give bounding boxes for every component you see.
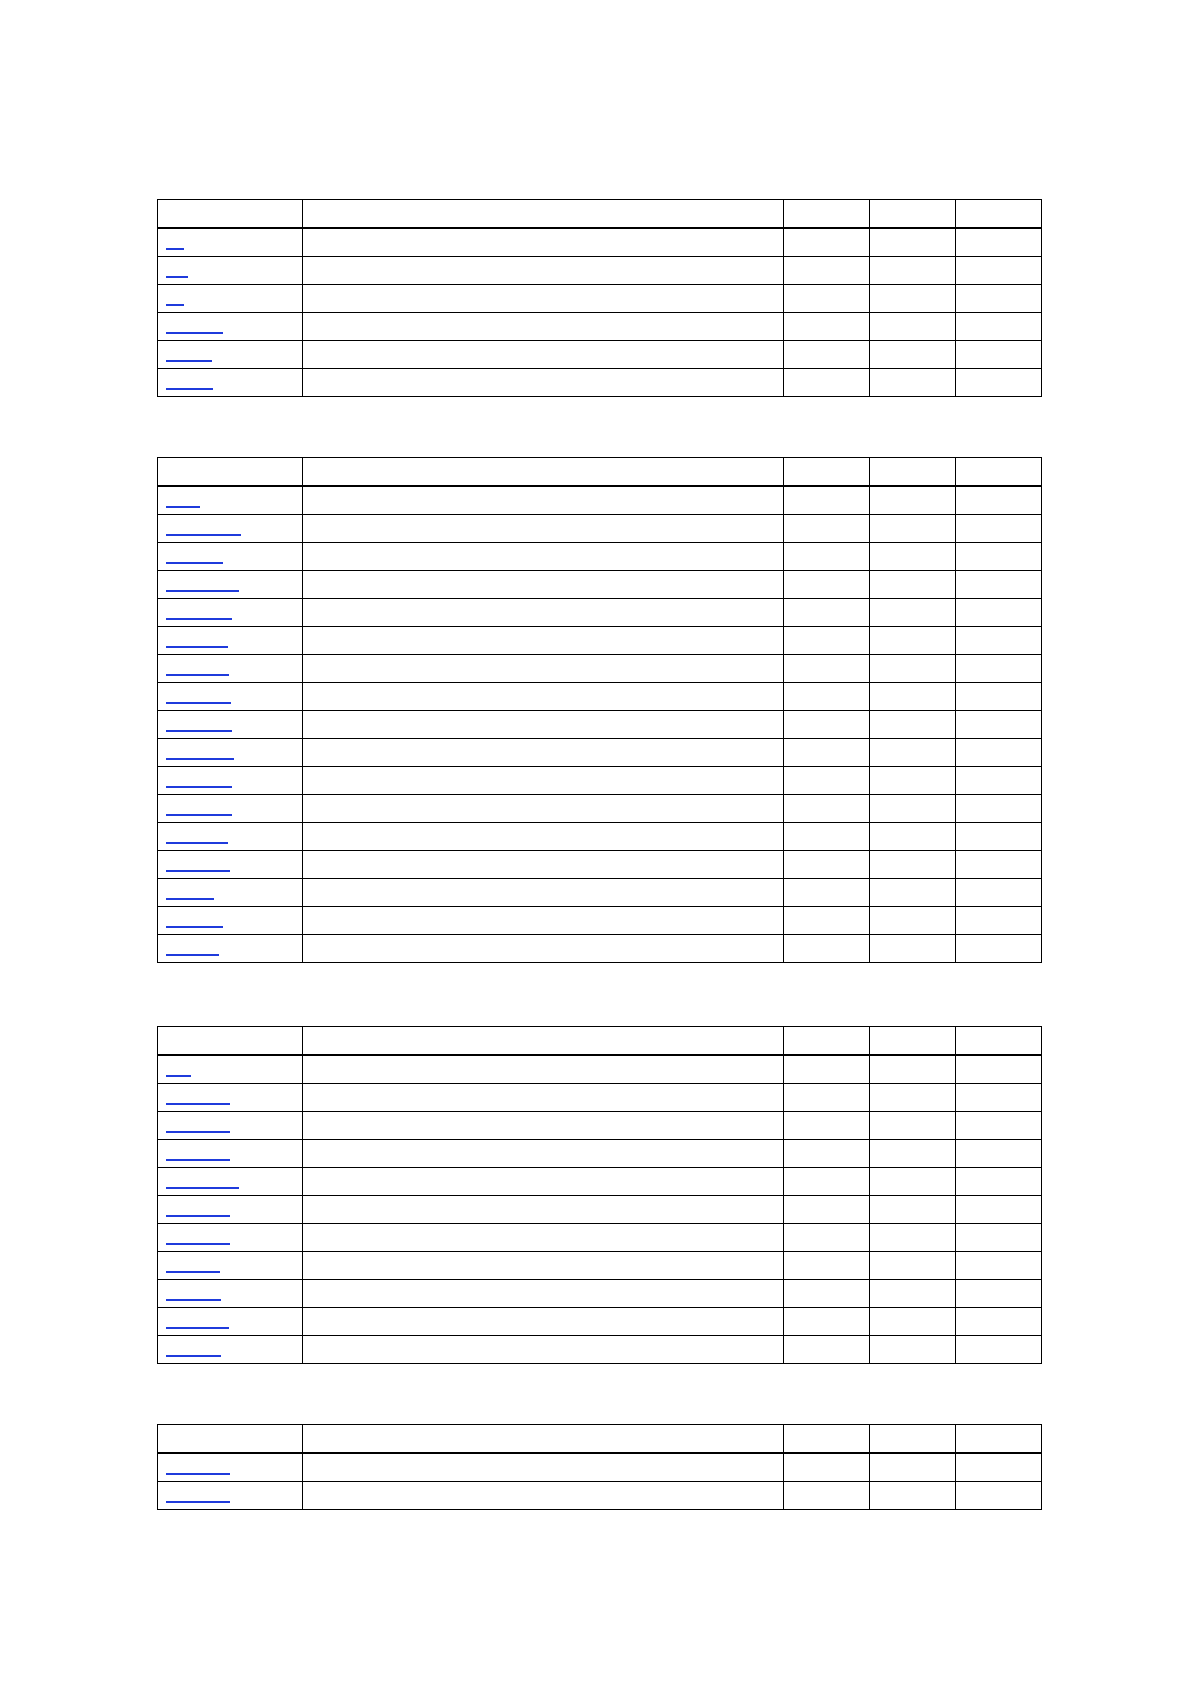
table-row <box>158 1196 1042 1224</box>
data-cell <box>784 1453 870 1482</box>
data-cell <box>956 1224 1042 1252</box>
row-link[interactable] <box>166 618 232 620</box>
row-link[interactable] <box>166 506 200 508</box>
table-row <box>158 1280 1042 1308</box>
data-cell <box>870 543 956 571</box>
data-cell <box>956 1055 1042 1084</box>
data-cell <box>784 1140 870 1168</box>
data-cell <box>870 935 956 963</box>
data-cell <box>303 599 784 627</box>
data-cell <box>956 1084 1042 1112</box>
link-cell <box>158 515 303 543</box>
data-cell <box>956 486 1042 515</box>
data-cell <box>956 257 1042 285</box>
data-cell <box>784 486 870 515</box>
data-cell <box>870 1168 956 1196</box>
data-cell <box>956 1140 1042 1168</box>
link-cell <box>158 1453 303 1482</box>
data-cell <box>784 285 870 313</box>
table-row <box>158 795 1042 823</box>
link-cell <box>158 486 303 515</box>
data-cell <box>784 683 870 711</box>
header-cell <box>956 200 1042 229</box>
data-cell <box>303 655 784 683</box>
table-header-row <box>158 458 1042 487</box>
data-cell <box>303 285 784 313</box>
data-cell <box>870 1453 956 1482</box>
data-cell <box>784 1055 870 1084</box>
row-link[interactable] <box>166 1501 230 1503</box>
data-cell <box>784 1482 870 1510</box>
data-cell <box>303 486 784 515</box>
data-cell <box>870 599 956 627</box>
data-cell <box>784 1252 870 1280</box>
row-link[interactable] <box>166 562 223 564</box>
table-row <box>158 369 1042 397</box>
data-cell <box>870 1308 956 1336</box>
data-cell <box>870 1055 956 1084</box>
data-cell <box>956 1482 1042 1510</box>
header-cell <box>784 1027 870 1056</box>
data-cell <box>956 739 1042 767</box>
data-cell <box>303 1280 784 1308</box>
header-cell <box>870 1425 956 1454</box>
data-cell <box>870 515 956 543</box>
table-row <box>158 1055 1042 1084</box>
data-cell <box>956 313 1042 341</box>
data-cell <box>870 627 956 655</box>
data-cell <box>870 486 956 515</box>
row-link[interactable] <box>166 870 230 872</box>
header-cell <box>784 458 870 487</box>
link-cell <box>158 1336 303 1364</box>
data-cell <box>303 1336 784 1364</box>
row-link[interactable] <box>166 1271 220 1273</box>
row-link[interactable] <box>166 1299 221 1301</box>
table-row <box>158 341 1042 369</box>
row-link[interactable] <box>166 926 223 928</box>
data-cell <box>784 257 870 285</box>
data-cell <box>784 1084 870 1112</box>
data-cell <box>303 739 784 767</box>
data-cell <box>303 627 784 655</box>
header-cell <box>303 1027 784 1056</box>
data-cell <box>956 1280 1042 1308</box>
table-row <box>158 1252 1042 1280</box>
data-cell <box>303 515 784 543</box>
table-row <box>158 1112 1042 1140</box>
data-cell <box>956 228 1042 257</box>
link-cell <box>158 1482 303 1510</box>
data-cell <box>784 823 870 851</box>
data-cell <box>303 1308 784 1336</box>
table-row <box>158 935 1042 963</box>
row-link[interactable] <box>166 786 232 788</box>
data-cell <box>784 739 870 767</box>
table-row <box>158 739 1042 767</box>
data-cell <box>870 1084 956 1112</box>
row-link[interactable] <box>166 304 184 306</box>
row-link[interactable] <box>166 1103 230 1105</box>
data-cell <box>956 627 1042 655</box>
data-cell <box>870 1224 956 1252</box>
header-cell <box>956 1425 1042 1454</box>
data-cell <box>956 935 1042 963</box>
header-cell <box>956 1027 1042 1056</box>
table-row <box>158 1084 1042 1112</box>
link-cell <box>158 228 303 257</box>
data-cell <box>784 1308 870 1336</box>
row-link[interactable] <box>166 758 234 760</box>
link-cell <box>158 739 303 767</box>
table-row <box>158 228 1042 257</box>
table-row <box>158 571 1042 599</box>
data-cell <box>303 543 784 571</box>
data-cell <box>784 1196 870 1224</box>
data-cell <box>870 228 956 257</box>
link-cell <box>158 627 303 655</box>
header-cell <box>303 1425 784 1454</box>
data-cell <box>956 369 1042 397</box>
row-link[interactable] <box>166 590 239 592</box>
link-cell <box>158 341 303 369</box>
link-cell <box>158 543 303 571</box>
header-cell <box>870 458 956 487</box>
data-cell <box>870 683 956 711</box>
data-cell <box>784 543 870 571</box>
table-row <box>158 1453 1042 1482</box>
data-cell <box>956 341 1042 369</box>
data-cell <box>956 1196 1042 1224</box>
table-row <box>158 627 1042 655</box>
data-cell <box>784 879 870 907</box>
data-cell <box>303 879 784 907</box>
table-row <box>158 823 1042 851</box>
link-cell <box>158 1084 303 1112</box>
data-cell <box>784 795 870 823</box>
data-cell <box>303 767 784 795</box>
table-header-row <box>158 1027 1042 1056</box>
data-cell <box>784 571 870 599</box>
header-cell <box>870 1027 956 1056</box>
row-link[interactable] <box>166 388 213 390</box>
table-row <box>158 1482 1042 1510</box>
data-cell <box>956 683 1042 711</box>
data-cell <box>303 935 784 963</box>
header-cell <box>956 458 1042 487</box>
link-cell <box>158 257 303 285</box>
link-cell <box>158 1140 303 1168</box>
table-row <box>158 515 1042 543</box>
table-row <box>158 851 1042 879</box>
row-link[interactable] <box>166 1159 230 1161</box>
table-row <box>158 313 1042 341</box>
data-cell <box>784 369 870 397</box>
table-row <box>158 711 1042 739</box>
data-cell <box>956 655 1042 683</box>
row-link[interactable] <box>166 674 229 676</box>
data-cell <box>956 1308 1042 1336</box>
header-cell <box>158 200 303 229</box>
data-cell <box>956 1453 1042 1482</box>
table-row <box>158 907 1042 935</box>
data-cell <box>303 795 784 823</box>
row-link[interactable] <box>166 814 232 816</box>
link-cell <box>158 683 303 711</box>
data-cell <box>870 285 956 313</box>
table-2 <box>157 457 1042 963</box>
table-row <box>158 1336 1042 1364</box>
header-cell <box>784 200 870 229</box>
row-link[interactable] <box>166 1473 230 1475</box>
data-cell <box>784 1280 870 1308</box>
data-cell <box>870 1112 956 1140</box>
data-cell <box>784 907 870 935</box>
data-cell <box>956 599 1042 627</box>
data-cell <box>956 711 1042 739</box>
header-cell <box>870 200 956 229</box>
table-row <box>158 285 1042 313</box>
table-row <box>158 599 1042 627</box>
table-row <box>158 655 1042 683</box>
link-cell <box>158 879 303 907</box>
data-cell <box>303 1140 784 1168</box>
row-link[interactable] <box>166 954 219 956</box>
row-link[interactable] <box>166 248 184 250</box>
row-link[interactable] <box>166 702 231 704</box>
table-1 <box>157 199 1042 397</box>
data-cell <box>956 515 1042 543</box>
data-cell <box>870 1140 956 1168</box>
data-cell <box>870 795 956 823</box>
data-cell <box>784 935 870 963</box>
data-cell <box>303 1224 784 1252</box>
data-cell <box>956 823 1042 851</box>
link-cell <box>158 795 303 823</box>
data-cell <box>303 313 784 341</box>
data-cell <box>870 341 956 369</box>
data-cell <box>784 1336 870 1364</box>
link-cell <box>158 907 303 935</box>
data-cell <box>870 767 956 795</box>
row-link[interactable] <box>166 1131 230 1133</box>
data-cell <box>303 1084 784 1112</box>
data-cell <box>303 369 784 397</box>
data-cell <box>303 1168 784 1196</box>
link-cell <box>158 1252 303 1280</box>
data-cell <box>303 711 784 739</box>
link-cell <box>158 599 303 627</box>
row-link[interactable] <box>166 730 232 732</box>
data-cell <box>784 341 870 369</box>
data-cell <box>956 851 1042 879</box>
header-cell <box>303 200 784 229</box>
link-cell <box>158 313 303 341</box>
link-cell <box>158 1280 303 1308</box>
data-cell <box>303 1453 784 1482</box>
data-cell <box>784 1224 870 1252</box>
row-link[interactable] <box>166 898 214 900</box>
data-cell <box>784 599 870 627</box>
table-header-row <box>158 200 1042 229</box>
table-row <box>158 257 1042 285</box>
link-cell <box>158 1168 303 1196</box>
table-row <box>158 1140 1042 1168</box>
data-cell <box>784 515 870 543</box>
link-cell <box>158 851 303 879</box>
row-link[interactable] <box>166 646 228 648</box>
data-cell <box>303 571 784 599</box>
link-cell <box>158 823 303 851</box>
link-cell <box>158 571 303 599</box>
header-cell <box>303 458 784 487</box>
data-cell <box>956 879 1042 907</box>
row-link[interactable] <box>166 1215 230 1217</box>
row-link[interactable] <box>166 1355 221 1357</box>
data-cell <box>870 571 956 599</box>
header-cell <box>158 1027 303 1056</box>
link-cell <box>158 711 303 739</box>
table-3 <box>157 1026 1042 1364</box>
data-cell <box>784 1112 870 1140</box>
data-cell <box>870 313 956 341</box>
table-4 <box>157 1424 1042 1510</box>
link-cell <box>158 1055 303 1084</box>
data-cell <box>956 1252 1042 1280</box>
table-row <box>158 767 1042 795</box>
link-cell <box>158 1196 303 1224</box>
table-row <box>158 879 1042 907</box>
data-cell <box>870 711 956 739</box>
data-cell <box>870 1196 956 1224</box>
data-cell <box>303 257 784 285</box>
header-cell <box>784 1425 870 1454</box>
table-row <box>158 543 1042 571</box>
data-cell <box>303 851 784 879</box>
data-cell <box>870 851 956 879</box>
data-cell <box>870 879 956 907</box>
link-cell <box>158 935 303 963</box>
row-link[interactable] <box>166 360 212 362</box>
table-row <box>158 1224 1042 1252</box>
data-cell <box>956 543 1042 571</box>
data-cell <box>870 369 956 397</box>
data-cell <box>303 228 784 257</box>
row-link[interactable] <box>166 534 241 536</box>
row-link[interactable] <box>166 842 228 844</box>
header-cell <box>158 1425 303 1454</box>
data-cell <box>870 1252 956 1280</box>
data-cell <box>303 1055 784 1084</box>
row-link[interactable] <box>166 332 223 334</box>
data-cell <box>784 851 870 879</box>
data-cell <box>303 1482 784 1510</box>
data-cell <box>870 257 956 285</box>
data-cell <box>956 767 1042 795</box>
table-row <box>158 1168 1042 1196</box>
table-row <box>158 683 1042 711</box>
row-link[interactable] <box>166 276 188 278</box>
data-cell <box>784 228 870 257</box>
data-cell <box>784 767 870 795</box>
row-link[interactable] <box>166 1243 230 1245</box>
table-row <box>158 1308 1042 1336</box>
link-cell <box>158 655 303 683</box>
data-cell <box>956 795 1042 823</box>
data-cell <box>870 1482 956 1510</box>
data-cell <box>870 1336 956 1364</box>
data-cell <box>956 285 1042 313</box>
data-cell <box>303 341 784 369</box>
data-cell <box>784 313 870 341</box>
table-header-row <box>158 1425 1042 1454</box>
data-cell <box>303 1252 784 1280</box>
row-link[interactable] <box>166 1187 239 1189</box>
table-row <box>158 486 1042 515</box>
data-cell <box>870 655 956 683</box>
data-cell <box>870 823 956 851</box>
data-cell <box>303 907 784 935</box>
data-cell <box>784 1168 870 1196</box>
link-cell <box>158 1112 303 1140</box>
data-cell <box>303 683 784 711</box>
data-cell <box>303 823 784 851</box>
link-cell <box>158 767 303 795</box>
link-cell <box>158 285 303 313</box>
data-cell <box>956 1112 1042 1140</box>
data-cell <box>303 1196 784 1224</box>
data-cell <box>956 1336 1042 1364</box>
link-cell <box>158 1224 303 1252</box>
row-link[interactable] <box>166 1327 229 1329</box>
data-cell <box>784 627 870 655</box>
data-cell <box>956 571 1042 599</box>
row-link[interactable] <box>166 1075 191 1077</box>
data-cell <box>784 711 870 739</box>
data-cell <box>870 1280 956 1308</box>
link-cell <box>158 369 303 397</box>
data-cell <box>303 1112 784 1140</box>
data-cell <box>870 907 956 935</box>
header-cell <box>158 458 303 487</box>
data-cell <box>784 655 870 683</box>
data-cell <box>956 907 1042 935</box>
data-cell <box>870 739 956 767</box>
link-cell <box>158 1308 303 1336</box>
data-cell <box>956 1168 1042 1196</box>
